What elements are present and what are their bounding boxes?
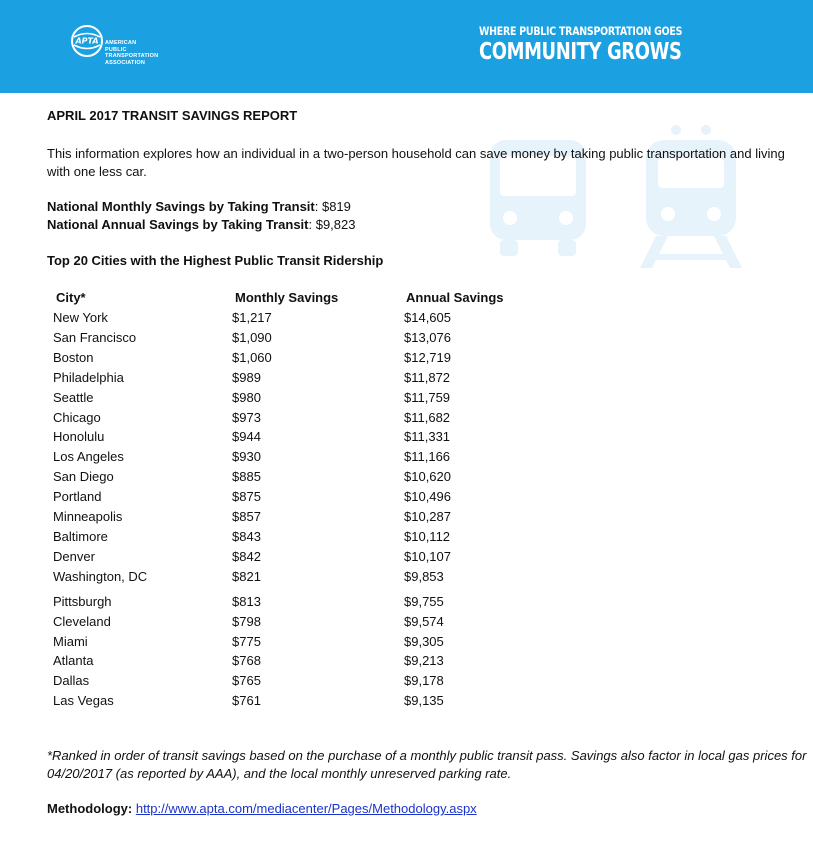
annual-savings-cell: $11,166 <box>404 449 451 465</box>
city-cell: Atlanta <box>53 653 94 669</box>
table-row <box>47 529 547 549</box>
city-cell: Chicago <box>53 409 101 425</box>
logo-line: PUBLIC <box>105 46 127 53</box>
monthly-savings-cell: $821 <box>232 568 261 584</box>
column-header-city: City* <box>56 290 86 305</box>
annual-savings-cell: $9,574 <box>404 613 444 629</box>
logo-wordmark <box>105 40 158 66</box>
methodology-label: Methodology: <box>47 801 133 816</box>
monthly-savings-cell: $768 <box>232 653 261 669</box>
city-cell: San Francisco <box>53 329 137 345</box>
logo-line: AMERICAN <box>105 40 137 46</box>
national-monthly-savings <box>47 199 351 214</box>
table-row <box>47 489 547 509</box>
tagline <box>479 24 739 65</box>
city-cell: Portland <box>53 489 102 505</box>
methodology-line <box>47 801 477 816</box>
monthly-savings-cell: $761 <box>232 693 261 709</box>
monthly-savings-cell: $843 <box>232 528 261 544</box>
monthly-savings-cell: $775 <box>232 633 261 649</box>
table-row <box>47 330 547 350</box>
monthly-savings-cell: $1,060 <box>232 349 272 365</box>
monthly-savings-cell: $765 <box>232 673 261 689</box>
city-cell: Pittsburgh <box>53 593 112 609</box>
city-cell: Miami <box>53 633 88 649</box>
annual-savings-cell: $9,305 <box>404 633 444 649</box>
tagline-line-2: COMMUNITY GROWS <box>479 39 682 65</box>
column-header-annual: Annual Savings <box>406 290 504 305</box>
monthly-savings-cell: $798 <box>232 613 261 629</box>
monthly-savings-cell: $875 <box>232 489 261 505</box>
annual-savings-cell: $9,755 <box>404 593 444 609</box>
monthly-savings-cell: $980 <box>232 389 261 405</box>
monthly-savings-cell: $1,090 <box>232 329 272 345</box>
city-cell: Denver <box>53 548 95 564</box>
city-cell: Minneapolis <box>53 509 123 524</box>
tagline-line-1: WHERE PUBLIC TRANSPORTATION GOES <box>479 24 683 38</box>
city-cell: Dallas <box>53 673 90 689</box>
table-row <box>47 509 547 529</box>
table-row <box>47 594 547 614</box>
monthly-savings-cell: $1,217 <box>232 310 272 325</box>
annual-savings-cell: $14,605 <box>404 310 451 325</box>
city-cell: Cleveland <box>53 613 111 629</box>
intro-paragraph: This information explores how an individual in a two-person household can save money by taking public transportation and living with one less car. <box>47 146 785 179</box>
methodology-link[interactable]: http://www.apta.com/mediacenter/Pages/Methodology.aspx <box>135 801 477 816</box>
annual-savings-cell: $11,682 <box>404 409 451 425</box>
annual-savings-cell: $11,759 <box>404 389 451 405</box>
annual-savings-cell: $11,872 <box>404 369 451 385</box>
annual-savings-cell: $9,135 <box>404 693 444 709</box>
monthly-savings-cell: $885 <box>232 469 261 485</box>
annual-savings-cell: $10,287 <box>404 509 451 524</box>
national-annual-savings <box>47 217 356 232</box>
annual-savings-cell: $12,719 <box>404 349 451 365</box>
monthly-savings-value: : $819 <box>314 199 351 214</box>
table-row <box>47 449 547 469</box>
city-cell: Seattle <box>53 389 94 405</box>
monthly-savings-cell: $973 <box>232 409 261 425</box>
monthly-savings-cell: $944 <box>232 429 261 445</box>
table-heading: Top 20 Cities with the Highest Public Transit Ridership <box>47 253 384 268</box>
logo-line: TRANSPORTATION <box>105 53 159 59</box>
apta-logo-icon <box>70 24 104 58</box>
city-cell: San Diego <box>53 469 114 485</box>
annual-savings-cell: $10,620 <box>404 469 451 485</box>
logo-badge-text: APTA <box>75 36 99 46</box>
city-cell: Las Vegas <box>53 693 114 709</box>
city-cell: Washington, DC <box>53 568 148 584</box>
table-row <box>47 614 547 634</box>
table-row <box>47 390 547 410</box>
annual-savings-cell: $10,107 <box>404 548 451 564</box>
city-cell: Honolulu <box>53 429 105 445</box>
header-banner <box>0 0 813 93</box>
city-cell: New York <box>53 310 108 325</box>
footnote: *Ranked in order of transit savings based on the purchase of a monthly public transit pass. Savings also factor in local gas prices for 04/20/2017 (as reported by AAA), and the local monthly unreserved parking rate. <box>47 748 807 781</box>
monthly-savings-cell: $813 <box>232 593 261 609</box>
monthly-savings-cell: $930 <box>232 449 261 465</box>
table-row <box>47 673 547 693</box>
column-header-monthly: Monthly Savings <box>235 290 339 305</box>
logo-line: ASSOCIATION <box>105 59 145 66</box>
annual-savings-cell: $9,178 <box>404 673 444 689</box>
table-row <box>47 370 547 390</box>
city-cell: Boston <box>53 349 94 365</box>
annual-savings-value: : $9,823 <box>308 217 356 232</box>
table-row <box>47 634 547 654</box>
annual-savings-cell: $9,853 <box>404 568 444 584</box>
city-cell: Los Angeles <box>53 449 124 465</box>
monthly-savings-cell: $989 <box>232 369 261 385</box>
annual-savings-cell: $10,496 <box>404 489 451 505</box>
page-title: APRIL 2017 TRANSIT SAVINGS REPORT <box>47 108 298 123</box>
monthly-savings-label: National Monthly Savings by Taking Transit <box>47 199 315 214</box>
annual-savings-cell: $11,331 <box>404 429 451 445</box>
table-row <box>47 469 547 489</box>
annual-savings-cell: $9,213 <box>404 653 444 669</box>
city-cell: Philadelphia <box>53 369 124 385</box>
table-row <box>47 429 547 449</box>
annual-savings-cell: $10,112 <box>404 528 451 544</box>
table-row <box>47 410 547 430</box>
annual-savings-label: National Annual Savings by Taking Transit <box>47 217 309 232</box>
table-row <box>47 653 547 673</box>
table-row <box>47 693 547 713</box>
monthly-savings-cell: $842 <box>232 548 261 564</box>
monthly-savings-cell: $857 <box>232 509 261 524</box>
table-row <box>47 310 547 330</box>
annual-savings-cell: $13,076 <box>404 329 451 345</box>
table-row <box>47 569 547 589</box>
table-row <box>47 549 547 569</box>
table-row <box>47 350 547 370</box>
city-cell: Baltimore <box>53 528 108 544</box>
